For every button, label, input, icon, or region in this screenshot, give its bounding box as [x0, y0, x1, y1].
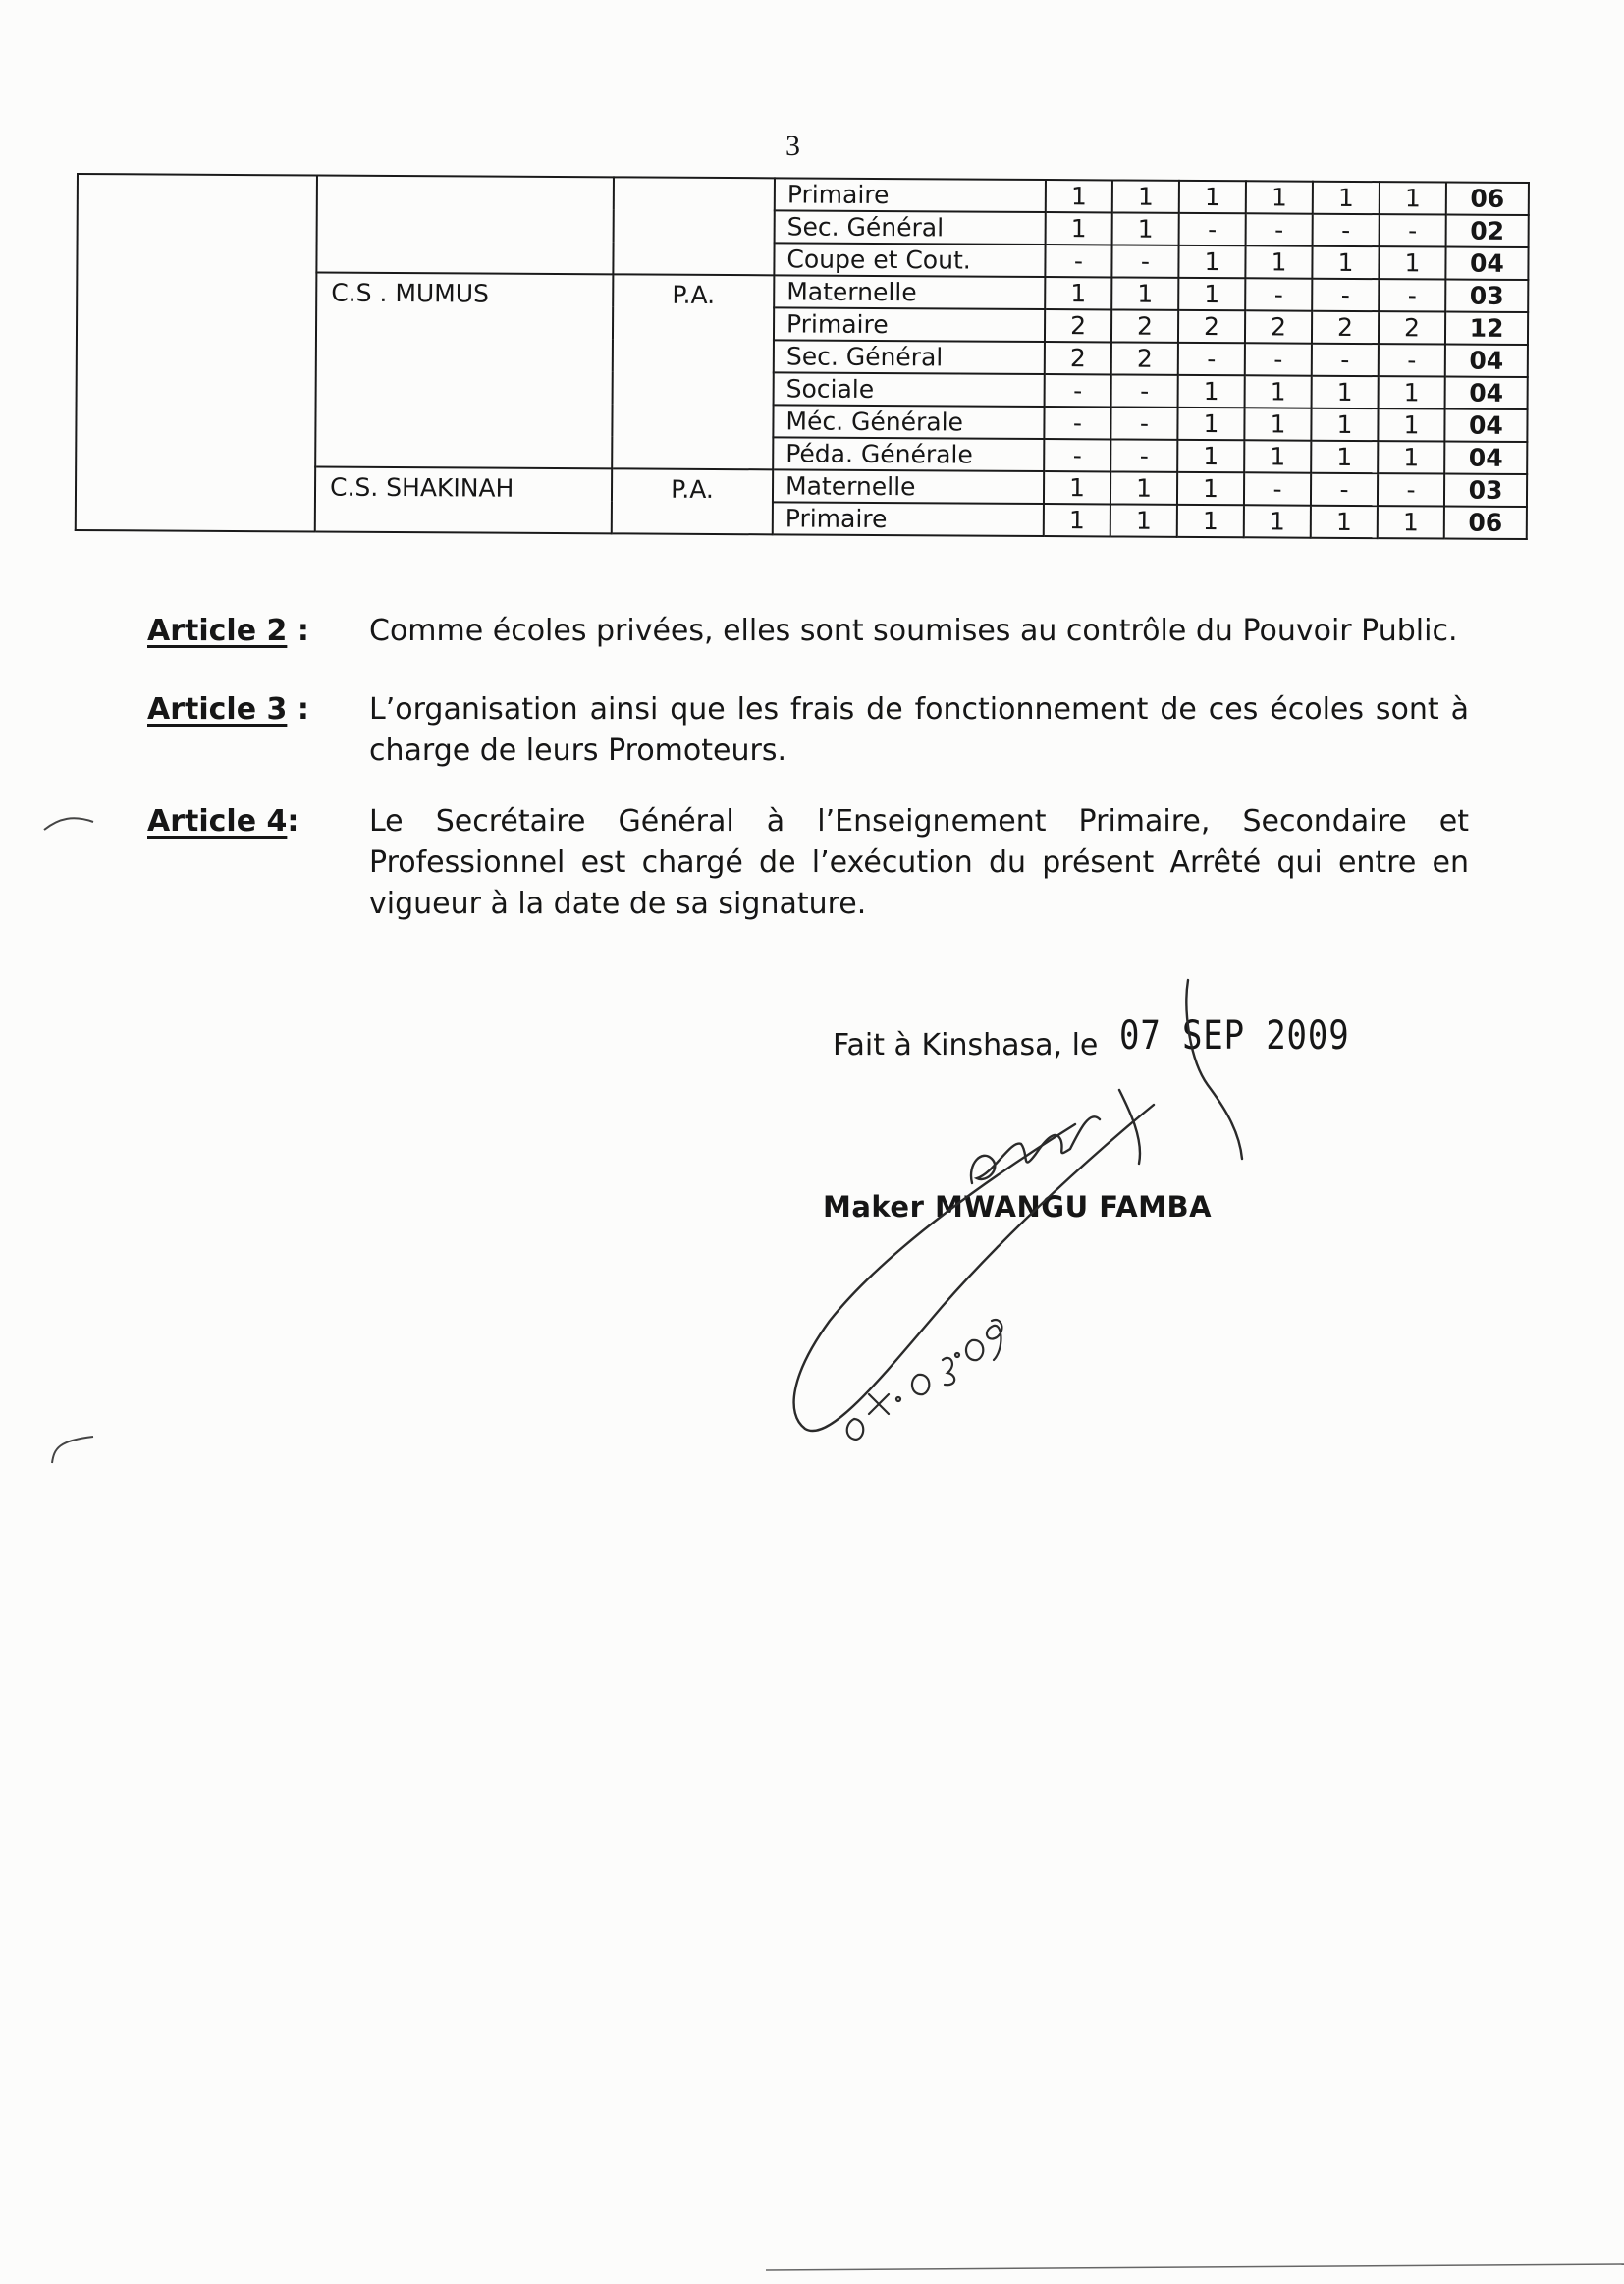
place-date-text: Fait à Kinshasa, le — [833, 1028, 1099, 1062]
article-2-label: Article 2 : — [147, 614, 309, 648]
class-count-cell: 2 — [1111, 309, 1178, 342]
status-cell: P.A. — [612, 274, 774, 469]
total-cell: 03 — [1444, 474, 1527, 508]
date-stamp: 07 SEP 2009 — [1119, 1013, 1350, 1059]
option-cell: Sociale — [774, 372, 1045, 407]
class-count-cell: - — [1312, 344, 1379, 376]
signatory-name: Maker MWANGU FAMBA — [823, 1190, 1213, 1224]
option-cell: Sec. Général — [775, 210, 1046, 245]
class-count-cell: - — [1378, 473, 1444, 506]
total-cell: 04 — [1445, 247, 1528, 281]
article-4-label: Article 4: — [147, 804, 299, 839]
class-count-cell: - — [1044, 439, 1110, 471]
class-count-cell: 1 — [1177, 505, 1244, 537]
scan-mark — [44, 1419, 103, 1468]
class-count-cell: - — [1045, 374, 1111, 407]
option-cell: Sec. Général — [774, 340, 1045, 374]
class-count-cell: - — [1313, 214, 1380, 246]
article-3-text: L’organisation ainsi que les frais de fonctionnement de ces écoles sont à charge de leurs Promoteurs. — [369, 692, 1469, 768]
class-count-cell: 1 — [1112, 212, 1179, 245]
class-count-cell: - — [1245, 343, 1312, 375]
class-count-cell: 1 — [1112, 180, 1179, 212]
class-count-cell: - — [1110, 407, 1177, 439]
school-options-table — [75, 173, 1530, 540]
class-count-cell: - — [1044, 407, 1110, 439]
status-cell — [613, 177, 775, 275]
class-count-cell: 1 — [1177, 472, 1244, 505]
total-cell: 06 — [1446, 183, 1529, 216]
class-count-cell: 1 — [1311, 506, 1378, 538]
class-count-cell: 2 — [1312, 311, 1379, 344]
class-count-cell: - — [1379, 279, 1445, 311]
class-count-cell: - — [1312, 279, 1379, 311]
blank-cell — [76, 174, 317, 531]
class-count-cell: 1 — [1046, 212, 1112, 245]
school-name-cell: C.S. SHAKINAH — [315, 466, 612, 533]
class-count-cell: 1 — [1111, 277, 1178, 309]
total-cell: 02 — [1446, 215, 1529, 248]
total-cell: 04 — [1444, 409, 1527, 443]
class-count-cell: 1 — [1044, 504, 1110, 536]
class-count-cell: 1 — [1044, 471, 1110, 504]
article-4-text: Le Secrétaire Général à l’Enseignement Primaire, Secondaire et Professionnel est chargé de l’exécution du présent Arrêté qui entre en vigueur à la date de sa signature. — [369, 804, 1469, 921]
option-cell: Maternelle — [773, 469, 1044, 504]
article-3 — [147, 689, 1473, 772]
class-count-cell: 1 — [1110, 471, 1177, 504]
article-2-text: Comme écoles privées, elles sont soumises au contrôle du Pouvoir Public. — [369, 614, 1458, 648]
scan-edge-line — [0, 2258, 1624, 2278]
class-count-cell: 1 — [1379, 246, 1445, 279]
total-cell: 04 — [1445, 345, 1528, 378]
class-count-cell: - — [1110, 439, 1177, 471]
class-count-cell: - — [1245, 278, 1312, 310]
class-count-cell: - — [1178, 343, 1245, 375]
class-count-cell: 1 — [1177, 408, 1244, 440]
class-count-cell: 1 — [1245, 375, 1312, 408]
class-count-cell: 1 — [1312, 246, 1379, 279]
class-count-cell: 1 — [1245, 245, 1312, 278]
option-cell: Primaire — [774, 307, 1045, 342]
class-count-cell: 1 — [1046, 180, 1112, 212]
class-count-cell: 2 — [1178, 310, 1245, 343]
school-name-cell: C.S . MUMUS — [315, 272, 613, 468]
total-cell: 04 — [1445, 377, 1528, 410]
class-count-cell: 2 — [1045, 342, 1111, 374]
class-count-cell: - — [1111, 245, 1178, 277]
class-count-cell: 1 — [1313, 182, 1380, 214]
class-count-cell: 2 — [1111, 342, 1178, 374]
class-count-cell: - — [1311, 473, 1378, 506]
class-count-cell: 1 — [1110, 504, 1177, 536]
class-count-cell: 2 — [1245, 310, 1312, 343]
scan-mark — [39, 800, 98, 840]
article-4 — [147, 801, 1473, 925]
class-count-cell: 2 — [1045, 309, 1111, 342]
class-count-cell: 1 — [1311, 441, 1378, 473]
article-3-label: Article 3 : — [147, 692, 309, 727]
class-count-cell: - — [1111, 374, 1178, 407]
class-count-cell: 1 — [1178, 278, 1245, 310]
class-count-cell: 1 — [1045, 277, 1111, 309]
total-cell: 03 — [1445, 280, 1528, 313]
class-count-cell: 1 — [1244, 408, 1311, 440]
class-count-cell: 1 — [1178, 375, 1245, 408]
class-count-cell: 1 — [1244, 505, 1311, 537]
class-count-cell: 1 — [1378, 408, 1444, 441]
class-count-cell: 1 — [1312, 376, 1379, 408]
option-cell: Primaire — [775, 178, 1046, 212]
table-body — [76, 174, 1529, 539]
class-count-cell: 1 — [1178, 245, 1245, 278]
class-count-cell: 1 — [1380, 182, 1446, 214]
class-count-cell: - — [1244, 472, 1311, 505]
class-count-cell: 1 — [1177, 440, 1244, 472]
table-row — [78, 174, 1529, 215]
class-count-cell: - — [1380, 214, 1446, 246]
option-cell: Péda. Générale — [773, 437, 1044, 471]
total-cell: 12 — [1445, 312, 1528, 346]
class-count-cell: 1 — [1179, 181, 1246, 213]
class-count-cell: 1 — [1379, 376, 1445, 408]
class-count-cell: 1 — [1378, 441, 1444, 473]
class-count-cell: 1 — [1246, 181, 1313, 213]
page-number: 3 — [785, 130, 800, 162]
option-cell: Primaire — [773, 502, 1044, 536]
class-count-cell: - — [1379, 344, 1445, 376]
total-cell: 04 — [1444, 442, 1527, 475]
status-cell: P.A. — [612, 468, 773, 534]
class-count-cell: - — [1045, 245, 1111, 277]
total-cell: 06 — [1444, 507, 1527, 540]
option-cell: Coupe et Cout. — [774, 243, 1045, 277]
class-count-cell: 1 — [1378, 506, 1444, 538]
class-count-cell: - — [1179, 213, 1246, 245]
class-count-cell: - — [1246, 213, 1313, 245]
article-2 — [147, 611, 1473, 652]
option-cell: Méc. Générale — [773, 405, 1044, 439]
option-cell: Maternelle — [774, 275, 1045, 309]
class-count-cell: 2 — [1379, 311, 1445, 344]
class-count-cell: 1 — [1244, 440, 1311, 472]
school-name-cell — [316, 175, 614, 274]
class-count-cell: 1 — [1311, 408, 1378, 441]
